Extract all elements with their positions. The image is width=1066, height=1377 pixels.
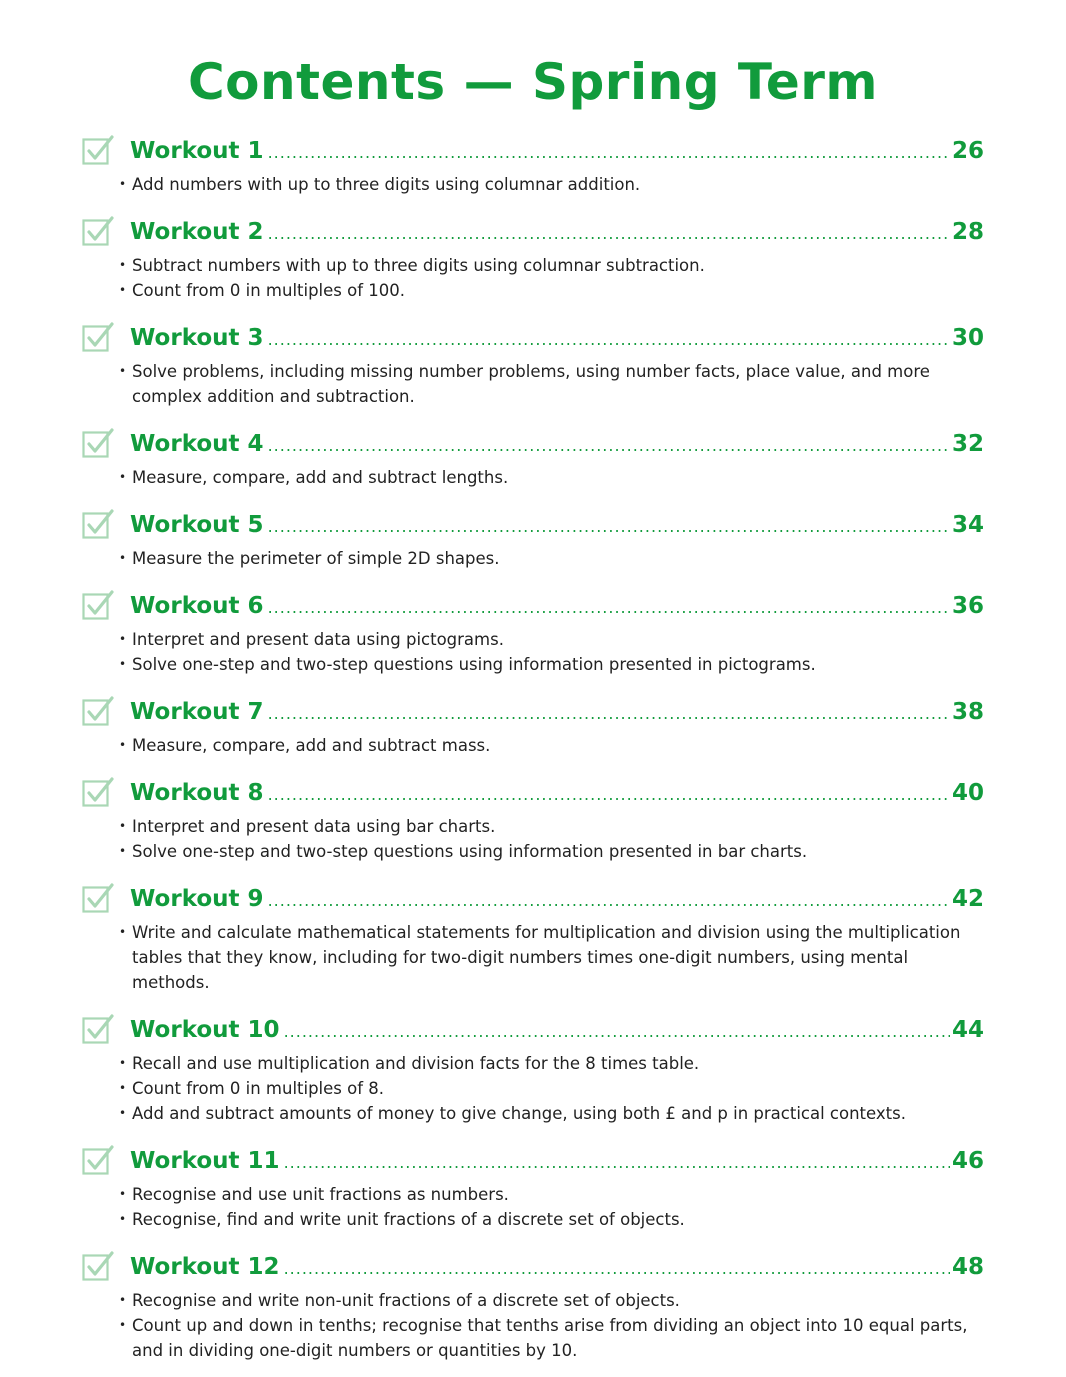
checkbox-icon[interactable] bbox=[82, 1013, 112, 1043]
contents-entry-6 bbox=[82, 585, 984, 677]
bullet-list bbox=[82, 920, 984, 995]
entry-heading bbox=[82, 691, 984, 731]
checkbox-icon[interactable] bbox=[82, 1144, 112, 1174]
entry-title: Workout 11 bbox=[130, 1148, 280, 1174]
objective-bullet: • Count from 0 in multiples of 100. bbox=[118, 278, 984, 303]
entry-heading bbox=[82, 504, 984, 544]
entry-title: Workout 4 bbox=[130, 431, 264, 457]
checkmark-icon bbox=[82, 776, 114, 808]
page-number: 42 bbox=[951, 886, 984, 912]
entry-title: Workout 3 bbox=[130, 325, 264, 351]
objective-bullet: • Measure the perimeter of simple 2D shapes. bbox=[118, 546, 984, 571]
objective-bullet: • Recognise and use unit fractions as numbers. bbox=[118, 1182, 984, 1207]
entry-title: Workout 6 bbox=[130, 593, 264, 619]
checkmark-icon bbox=[82, 508, 114, 540]
entry-line bbox=[130, 591, 984, 623]
objective-bullet: • Solve one-step and two-step questions using information presented in bar charts. bbox=[118, 839, 984, 864]
checkbox-icon[interactable] bbox=[82, 215, 112, 245]
objective-bullet: • Count up and down in tenths; recognise that tenths arise from dividing an object into 10 equal parts, and in dividing one-digit numbers or quantities by 10. bbox=[118, 1313, 984, 1363]
entry-heading bbox=[82, 211, 984, 251]
contents-entry-9 bbox=[82, 878, 984, 995]
bullet-list bbox=[82, 1051, 984, 1126]
entry-line bbox=[130, 323, 984, 355]
bullet-list bbox=[82, 546, 984, 571]
contents-list bbox=[82, 130, 984, 1377]
entry-title: Workout 12 bbox=[130, 1254, 280, 1280]
entry-line bbox=[130, 1252, 984, 1284]
entry-title: Workout 7 bbox=[130, 699, 264, 725]
objective-bullet: • Subtract numbers with up to three digits using columnar subtraction. bbox=[118, 253, 984, 278]
entry-title: Workout 8 bbox=[130, 780, 264, 806]
entry-title: Workout 2 bbox=[130, 219, 264, 245]
entry-heading bbox=[82, 878, 984, 918]
entry-line bbox=[130, 1015, 984, 1047]
contents-entry-7 bbox=[82, 691, 984, 758]
entry-line bbox=[130, 217, 984, 249]
page-number: 28 bbox=[951, 219, 984, 245]
page-number: 46 bbox=[951, 1148, 984, 1174]
entry-title: Workout 9 bbox=[130, 886, 264, 912]
contents-entry-12 bbox=[82, 1246, 984, 1363]
entry-title: Workout 5 bbox=[130, 512, 264, 538]
entry-line bbox=[130, 1146, 984, 1178]
contents-entry-5 bbox=[82, 504, 984, 571]
objective-bullet: • Recall and use multiplication and division facts for the 8 times table. bbox=[118, 1051, 984, 1076]
checkmark-icon bbox=[82, 1144, 114, 1176]
entry-heading bbox=[82, 317, 984, 357]
dot-leader bbox=[268, 886, 950, 916]
page-number: 30 bbox=[951, 325, 984, 351]
entry-line bbox=[130, 429, 984, 461]
dot-leader bbox=[268, 325, 950, 355]
bullet-list bbox=[82, 1182, 984, 1232]
dot-leader bbox=[268, 780, 950, 810]
page-number: 34 bbox=[951, 512, 984, 538]
dot-leader bbox=[268, 512, 950, 542]
objective-bullet: • Recognise, find and write unit fractions of a discrete set of objects. bbox=[118, 1207, 984, 1232]
page-number: 40 bbox=[951, 780, 984, 806]
contents-entry-8 bbox=[82, 772, 984, 864]
checkbox-icon[interactable] bbox=[82, 134, 112, 164]
objective-bullet: • Measure, compare, add and subtract mass. bbox=[118, 733, 984, 758]
entry-line bbox=[130, 697, 984, 729]
page-number: 26 bbox=[951, 138, 984, 164]
checkbox-icon[interactable] bbox=[82, 695, 112, 725]
dot-leader bbox=[284, 1254, 950, 1284]
bullet-list bbox=[82, 814, 984, 864]
checkmark-icon bbox=[82, 134, 114, 166]
checkbox-icon[interactable] bbox=[82, 508, 112, 538]
bullet-list bbox=[82, 172, 984, 197]
checkbox-icon[interactable] bbox=[82, 321, 112, 351]
objective-bullet: • Write and calculate mathematical statements for multiplication and division using the multiplication tables that they know, including for two-digit numbers times one-digit numbers, using mental methods. bbox=[118, 920, 984, 995]
contents-entry-2 bbox=[82, 211, 984, 303]
checkbox-icon[interactable] bbox=[82, 427, 112, 457]
contents-entry-3 bbox=[82, 317, 984, 409]
checkmark-icon bbox=[82, 427, 114, 459]
checkbox-icon[interactable] bbox=[82, 1250, 112, 1280]
objective-bullet: • Interpret and present data using bar charts. bbox=[118, 814, 984, 839]
page-title: Contents — Spring Term bbox=[187, 53, 879, 111]
checkmark-icon bbox=[82, 215, 114, 247]
checkmark-icon bbox=[82, 1250, 114, 1282]
entry-heading bbox=[82, 130, 984, 170]
dot-leader bbox=[284, 1017, 950, 1047]
page-number: 44 bbox=[951, 1017, 984, 1043]
entry-line bbox=[130, 136, 984, 168]
page-number: 48 bbox=[951, 1254, 984, 1280]
checkmark-icon bbox=[82, 695, 114, 727]
entry-heading bbox=[82, 1246, 984, 1286]
checkmark-icon bbox=[82, 589, 114, 621]
entry-title: Workout 10 bbox=[130, 1017, 280, 1043]
entry-heading bbox=[82, 772, 984, 812]
entry-line bbox=[130, 510, 984, 542]
objective-bullet: • Add numbers with up to three digits using columnar addition. bbox=[118, 172, 984, 197]
bullet-list bbox=[82, 1288, 984, 1363]
entry-line bbox=[130, 778, 984, 810]
page-number: 32 bbox=[951, 431, 984, 457]
bullet-list bbox=[82, 253, 984, 303]
checkmark-icon bbox=[82, 1013, 114, 1045]
bullet-list bbox=[82, 465, 984, 490]
entry-heading bbox=[82, 1140, 984, 1180]
checkmark-icon bbox=[82, 882, 114, 914]
objective-bullet: • Measure, compare, add and subtract lengths. bbox=[118, 465, 984, 490]
objective-bullet: • Add and subtract amounts of money to give change, using both £ and p in practical contexts. bbox=[118, 1101, 984, 1126]
contents-entry-10 bbox=[82, 1009, 984, 1126]
checkbox-icon[interactable] bbox=[82, 589, 112, 619]
dot-leader bbox=[268, 593, 950, 623]
entry-heading bbox=[82, 423, 984, 463]
entry-line bbox=[130, 884, 984, 916]
objective-bullet: • Solve problems, including missing number problems, using number facts, place value, and more complex addition and subtraction. bbox=[118, 359, 984, 409]
contents-entry-11 bbox=[82, 1140, 984, 1232]
checkmark-icon bbox=[82, 321, 114, 353]
bullet-list bbox=[82, 359, 984, 409]
checkbox-icon[interactable] bbox=[82, 882, 112, 912]
page-number: 38 bbox=[951, 699, 984, 725]
dot-leader bbox=[268, 219, 950, 249]
dot-leader bbox=[268, 138, 950, 168]
entry-heading bbox=[82, 1009, 984, 1049]
objective-bullet: • Count from 0 in multiples of 8. bbox=[118, 1076, 984, 1101]
bullet-list bbox=[82, 733, 984, 758]
dot-leader bbox=[284, 1148, 950, 1178]
entry-heading bbox=[82, 585, 984, 625]
checkbox-icon[interactable] bbox=[82, 776, 112, 806]
objective-bullet: • Recognise and write non-unit fractions of a discrete set of objects. bbox=[118, 1288, 984, 1313]
entry-title: Workout 1 bbox=[130, 138, 264, 164]
objective-bullet: • Solve one-step and two-step questions using information presented in pictograms. bbox=[118, 652, 984, 677]
objective-bullet: • Interpret and present data using pictograms. bbox=[118, 627, 984, 652]
dot-leader bbox=[268, 431, 950, 461]
contents-entry-4 bbox=[82, 423, 984, 490]
contents-entry-1 bbox=[82, 130, 984, 197]
dot-leader bbox=[268, 699, 950, 729]
page-number: 36 bbox=[951, 593, 984, 619]
bullet-list bbox=[82, 627, 984, 677]
